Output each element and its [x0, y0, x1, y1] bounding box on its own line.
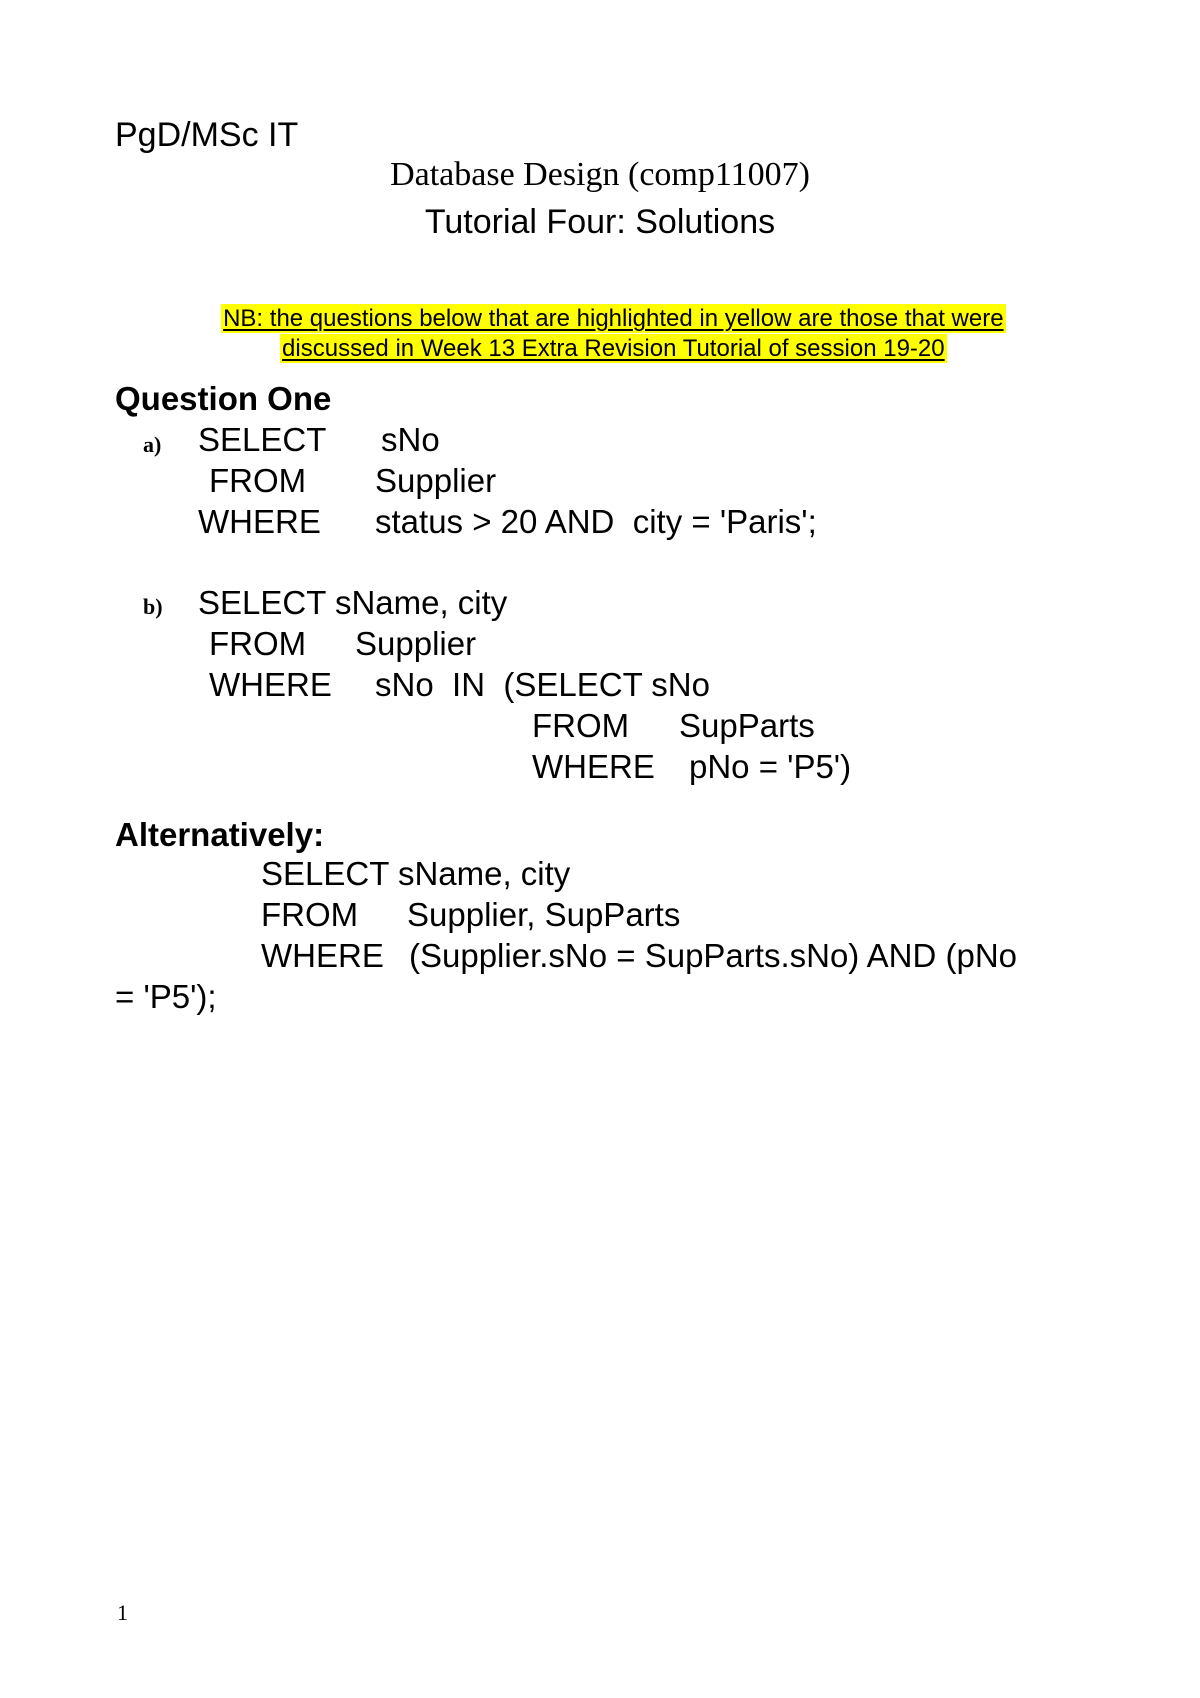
alternative-heading: Alternatively: — [115, 816, 325, 853]
part-b-from-keyword: FROM — [209, 625, 307, 662]
course-label: PgD/MSc IT — [115, 116, 299, 154]
note-text-1: NB: the questions below that are highlighted in yellow are those that were — [223, 305, 1004, 332]
part-b-from-value: Supplier — [355, 625, 477, 662]
alternative-where-value: (Supplier.sNo = SupParts.sNo) AND (pNo — [409, 937, 1018, 974]
document-subtitle: Tutorial Four: Solutions — [424, 203, 776, 241]
note-text-2: discussed in Week 13 Extra Revision Tutorial of session 19-20 — [282, 335, 945, 362]
part-a-select-keyword: SELECT — [198, 421, 327, 458]
part-a-from-value: Supplier — [375, 462, 497, 499]
alternative-continuation: = 'P5'); — [115, 978, 217, 1015]
part-a-label: a) — [143, 432, 162, 457]
alternative-select-line: SELECT sName, city — [261, 855, 571, 892]
part-a-where-keyword: WHERE — [198, 503, 321, 540]
highlighted-note-line-2 — [0, 307, 1200, 391]
document-title: Database Design (comp11007) — [390, 156, 810, 193]
part-b-subquery-from-value: SupParts — [679, 707, 815, 744]
part-b-subquery-from-keyword: FROM — [532, 707, 630, 744]
part-b-subquery-where-value: pNo = 'P5') — [689, 748, 852, 785]
question-heading: Question One — [115, 380, 332, 417]
alternative-where-keyword: WHERE — [261, 937, 384, 974]
part-b-where-keyword: WHERE — [209, 666, 332, 703]
alternative-from-value: Supplier, SupParts — [407, 896, 681, 933]
alternative-from-keyword: FROM — [261, 896, 359, 933]
page-number: 1 — [117, 1600, 128, 1625]
part-a-select-value: sNo — [381, 421, 440, 458]
part-b-select-line: SELECT sName, city — [198, 584, 508, 621]
part-a-from-keyword: FROM — [209, 462, 307, 499]
part-b-where-value: sNo IN (SELECT sNo — [375, 666, 710, 703]
part-b-subquery-where-keyword: WHERE — [532, 748, 655, 785]
part-a-where-value: status > 20 AND city = 'Paris'; — [375, 503, 817, 540]
part-b-label: b) — [143, 594, 163, 619]
